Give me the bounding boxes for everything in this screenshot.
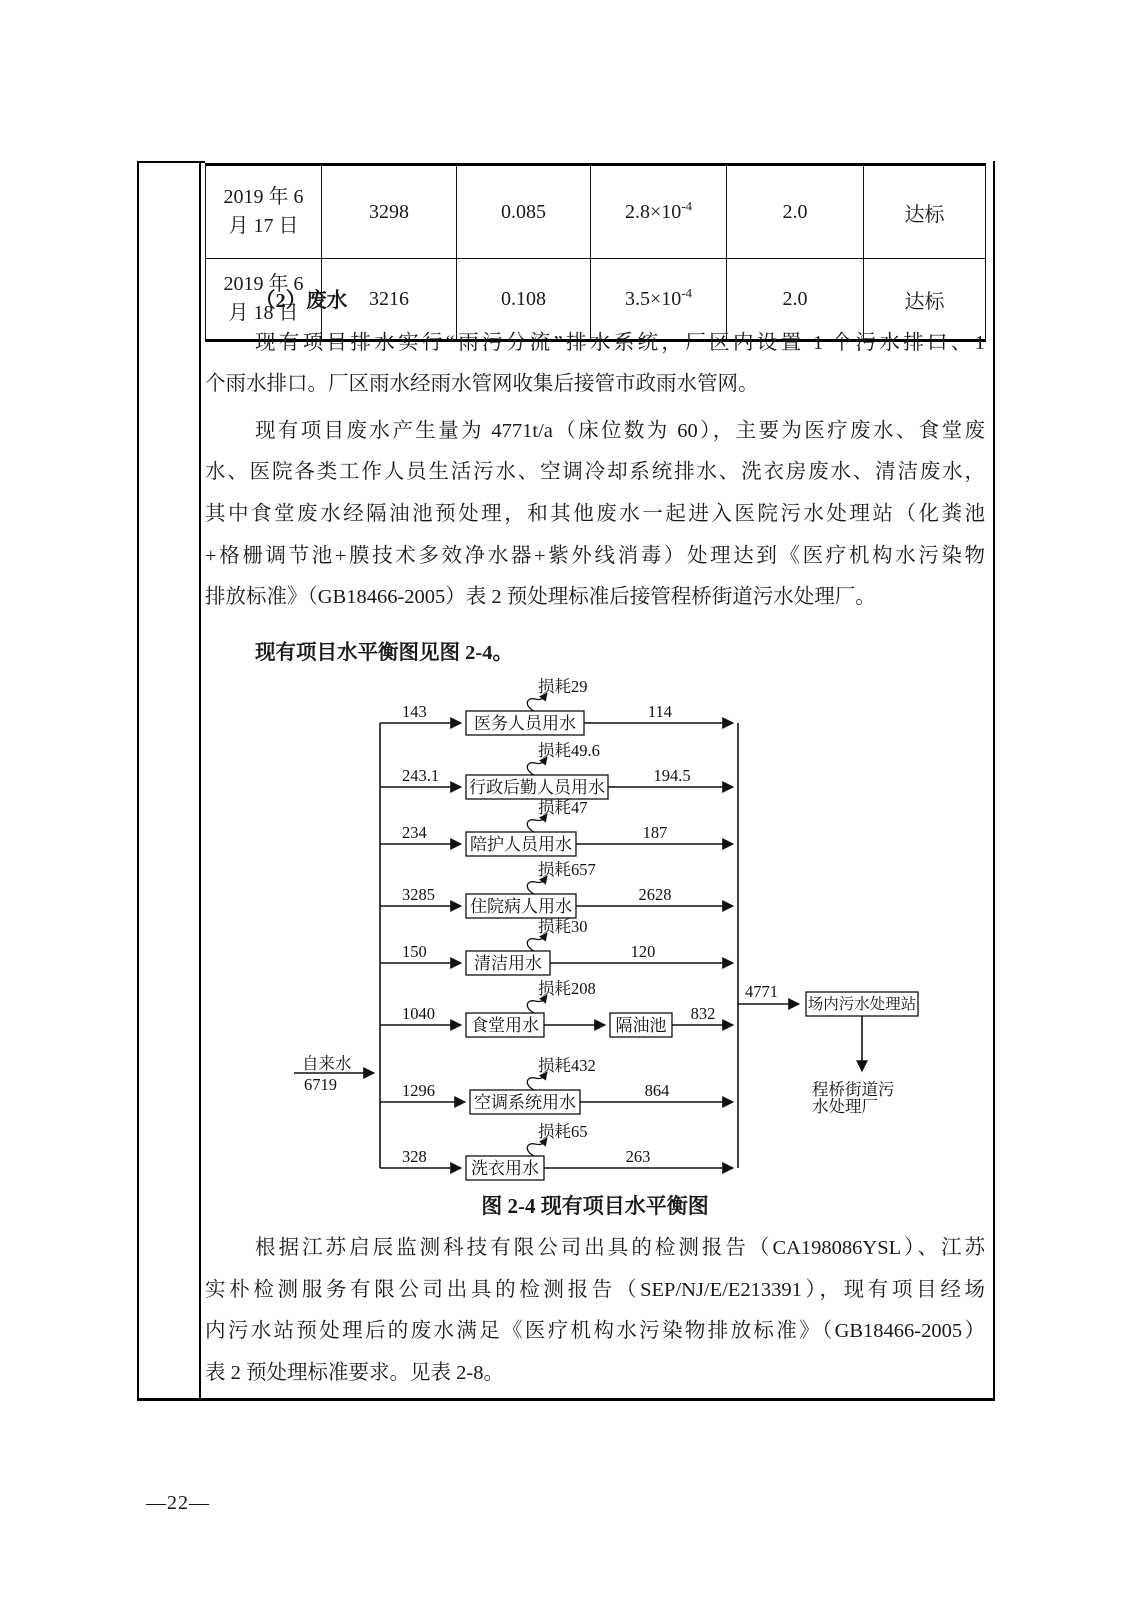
cell-result: 达标 (864, 259, 986, 341)
figure-caption: 图 2-4 现有项目水平衡图 (481, 1194, 709, 1218)
flow-out-value: 194.5 (653, 766, 691, 785)
flow-row (380, 917, 733, 975)
section-heading: （2）废水 (255, 290, 348, 312)
flow-loss-label: 损耗29 (538, 677, 588, 696)
cell-value: 3216 (322, 259, 457, 341)
flow-row (380, 798, 733, 856)
date-line1: 2019 年 6 (223, 186, 304, 208)
flow-loss-label: 损耗65 (538, 1122, 588, 1141)
figure-reference-line: 现有项目水平衡图见图 2-4。 (255, 641, 513, 664)
value-exponent: -4 (681, 197, 693, 213)
value-base: 3.5×10 (624, 287, 682, 310)
flow-box-label: 清洁用水 (474, 954, 542, 973)
outer-top-border (137, 161, 205, 163)
flow-box-label: 医务人员用水 (474, 714, 576, 733)
plant-label-line2: 水处理厂 (812, 1097, 878, 1116)
flow-row (380, 979, 733, 1037)
outer-left-border (137, 161, 139, 1400)
flow-in-value: 328 (402, 1147, 427, 1166)
flow-row (380, 677, 733, 735)
flow-box-label: 食堂用水 (471, 1016, 539, 1035)
water-balance-diagram (285, 655, 965, 1190)
cell-value: 0.085 (457, 165, 591, 259)
paragraph-line: 个雨水排口。厂区雨水经雨水管网收集后接管市政雨水管网。 (205, 373, 759, 396)
paragraph-line: 水、医院各类工作人员生活污水、空调冷却系统排水、洗衣房废水、清洁废水， (205, 461, 985, 484)
cell-value: 3298 (322, 165, 457, 259)
paragraph-line: 其中食堂废水经隔油池预处理，和其他废水一起进入医院污水处理站（化粪池 (205, 502, 985, 525)
flow-out-value: 114 (647, 702, 673, 721)
flow-in-value: 1296 (402, 1081, 435, 1100)
body-text (205, 281, 985, 674)
cell-date (206, 165, 322, 259)
flow-row (380, 741, 733, 799)
flow-in-value: 3285 (402, 885, 435, 904)
date-line2: 月 18 日 (228, 302, 299, 324)
paragraph-line: 表 2 预处理标准要求。见表 2-8。 (205, 1361, 504, 1384)
grease-trap-box-label: 隔油池 (615, 1016, 667, 1035)
flow-row (380, 860, 733, 918)
paragraph-line: 内污水站预处理后的废水满足《医疗机构水污染物排放标准》（GB18466-2005） (205, 1320, 985, 1343)
closing-paragraph (205, 1228, 985, 1394)
column-divider (199, 161, 201, 1400)
page-number: —22— (146, 1492, 210, 1514)
station-box-label: 场内污水处理站 (807, 996, 917, 1013)
station-outflow (738, 982, 918, 1116)
flow-box-label: 住院病人用水 (470, 897, 572, 916)
flow-out-value: 263 (625, 1147, 651, 1166)
cell-value: 0.108 (457, 259, 591, 341)
plant-label-line1: 程桥街道污 (812, 1080, 895, 1099)
paragraph-line: 排放标准》（GB18466-2005）表 2 预处理标准后接管程桥街道污水处理厂。 (205, 586, 876, 609)
flow-box-label: 陪护人员用水 (470, 835, 572, 854)
flow-out-value: 832 (690, 1004, 716, 1023)
source-inflow (294, 1054, 374, 1094)
paragraph-line: 根据江苏启辰监测科技有限公司出具的检测报告（CA198086YSL）、江苏 (255, 1237, 985, 1259)
flow-in-value: 150 (402, 942, 427, 961)
cell-value: 2.0 (727, 259, 864, 341)
flow-box-label: 空调系统用水 (474, 1093, 576, 1112)
flow-loss-label: 损耗49.6 (538, 741, 600, 760)
flow-in-value: 1040 (402, 1004, 435, 1023)
total-value: 4771 (745, 982, 778, 1001)
flow-row (380, 1122, 733, 1180)
flow-out-value: 2628 (638, 885, 672, 904)
flow-out-value: 187 (642, 823, 668, 842)
paragraph-line: 实朴检测服务有限公司出具的检测报告（SEP/NJ/E/E213391），现有项目经场 (205, 1278, 985, 1301)
flow-in-value: 234 (402, 823, 427, 842)
flow-box-label: 洗衣用水 (471, 1159, 539, 1178)
flow-loss-label: 损耗47 (538, 798, 588, 817)
paragraph-line: 现有项目排水实行“雨污分流”排水系统，厂区内设置 1 个污水排口、1 (255, 331, 985, 354)
value-exponent: -4 (681, 284, 693, 300)
value-base: 2.8×10 (624, 200, 682, 223)
source-label: 自来水 (302, 1054, 352, 1073)
flow-loss-label: 损耗432 (538, 1056, 596, 1075)
date-line2: 月 17 日 (228, 215, 299, 237)
flow-box-label: 行政后勤人员用水 (469, 778, 605, 797)
cell-value (591, 165, 727, 259)
paragraph-line: +格栅调节池+膜技术多效净水器+紫外线消毒）处理达到《医疗机构水污染物 (205, 544, 985, 567)
paragraph-line: 现有项目废水产生量为 4771t/a（床位数为 60），主要为医疗废水、食堂废 (255, 419, 985, 442)
outer-right-border (993, 161, 995, 1400)
cell-value: 2.0 (727, 165, 864, 259)
date-line1: 2019 年 6 (223, 273, 304, 295)
table-row (206, 165, 986, 259)
flow-in-value: 143 (402, 702, 427, 721)
flow-out-value: 120 (630, 942, 656, 961)
flow-row (380, 1056, 733, 1114)
outer-bottom-border (137, 1398, 995, 1401)
cell-result: 达标 (864, 165, 986, 259)
source-value: 6719 (304, 1075, 337, 1094)
flow-loss-label: 损耗30 (538, 917, 588, 936)
flow-loss-label: 损耗208 (538, 979, 596, 998)
flow-in-value: 243.1 (402, 766, 440, 785)
flow-loss-label: 损耗657 (538, 860, 596, 879)
flow-out-value: 864 (644, 1081, 670, 1100)
